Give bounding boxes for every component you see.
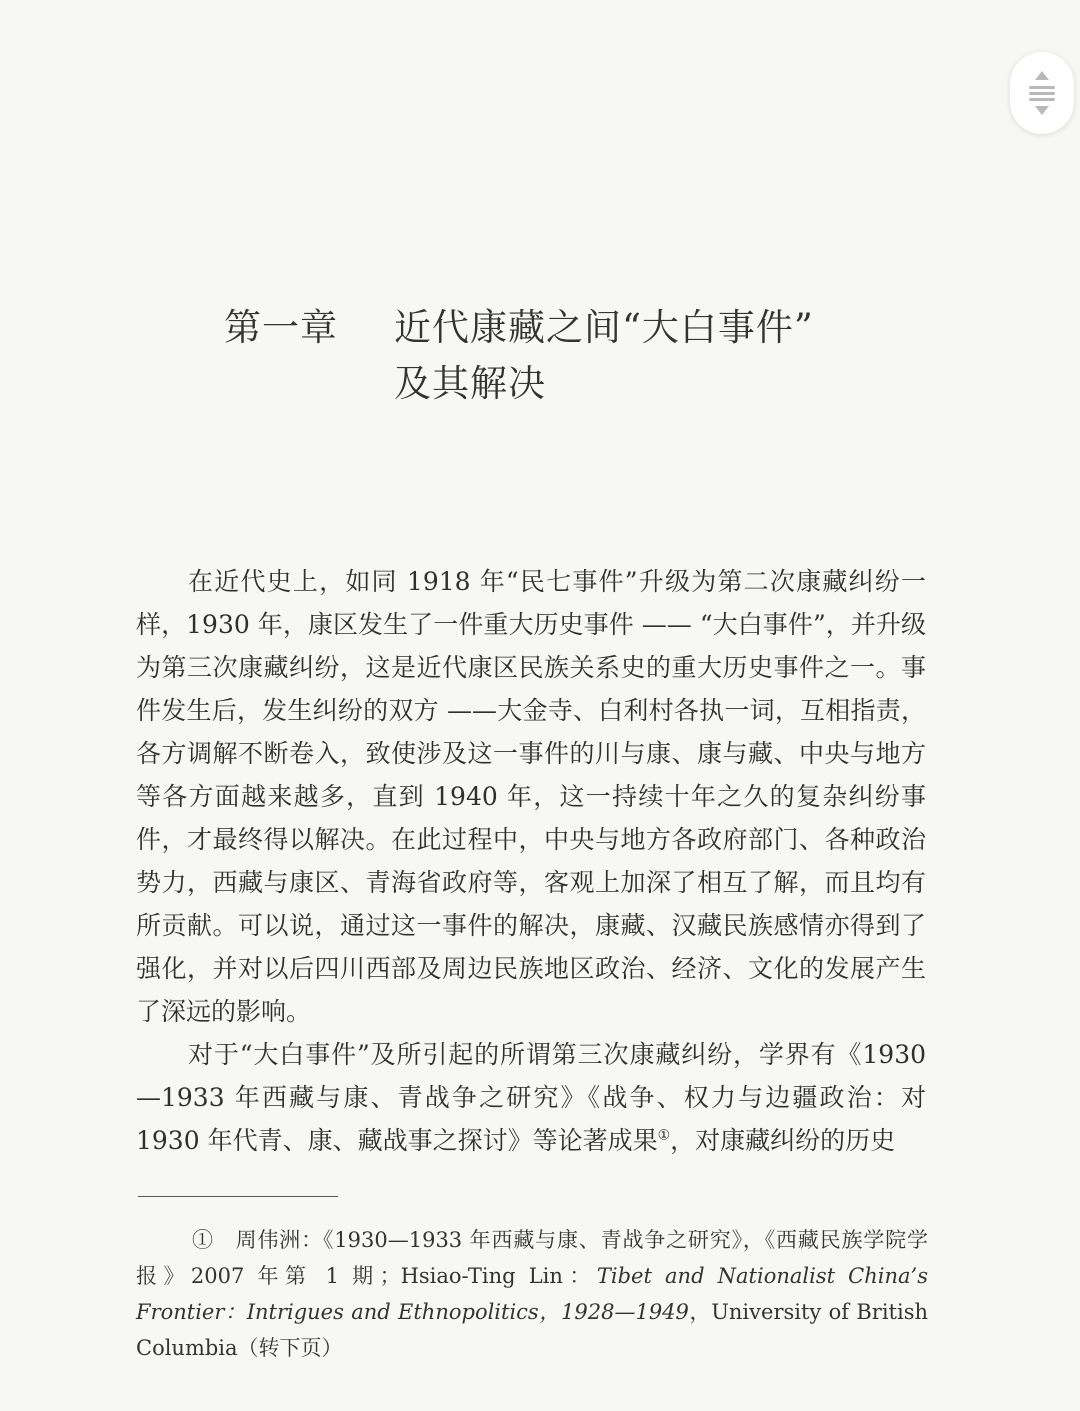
footnote-reference[interactable]: ① <box>657 1127 671 1144</box>
footnote <box>136 1222 928 1366</box>
paragraph-2-tail: ，对康藏纠纷的历史 <box>670 1126 896 1155</box>
paragraph-2-text: 对于“大白事件”及所引起的所谓第三次康藏纠纷，学界有《1930—1933 年西藏与康、青战争之研究》《战争、权力与边疆政治：对 1930 年代青、康、藏战事之探讨》等论著成果 <box>136 1040 926 1155</box>
footnote-divider <box>138 1196 338 1197</box>
footnote-text-2: ，University of British Columbia（转下页） <box>136 1300 928 1360</box>
footnote-italic-title: Tibet and Nationalist China’s Frontier：Intrigues and Ethnopolitics，1928—1949 <box>136 1264 928 1324</box>
chapter-title-line1: 近代康藏之间“大白事件” <box>394 306 814 349</box>
chapter-number: 第一章 <box>224 306 338 349</box>
footnote-text-1: 周伟洲：《1930—1933 年西藏与康、青战争之研究》，《西藏民族学院学报》2007 年第 1 期；Hsiao-Ting Lin： <box>136 1228 928 1288</box>
paragraph-2 <box>136 1033 926 1162</box>
paragraph-1: 在近代史上，如同 1918 年“民七事件”升级为第二次康藏纠纷一样，1930 年，康区发生了一件重大历史事件 —— “大白事件”，并升级为第三次康藏纠纷，这是近代康区民族关系史的重大历史事件之一。事件发生后，发生纠纷的双方 ——大金寺、白利村各执一词，互相指责，各方调解不断卷入，致使涉及这一事件的川与康、康与藏、中央与地方等各方面越来越多，直到 1940 年，这一持续十年之久的复杂纠纷事件，才最终得以解决。在此过程中，中央与地方各政府部门、各种政治势力，西藏与康区、青海省政府等，客观上加深了相互了解，而且均有所贡献。可以说，通过这一事件的解决，康藏、汉藏民族感情亦得到了强化，并对以后四川西部及周边民族地区政治、经济、文化的发展产生了深远的影响。 <box>136 567 926 1026</box>
chapter-title-line2: 及其解决 <box>394 362 546 405</box>
footnote-mark: ① <box>192 1228 214 1252</box>
chapter-title <box>224 300 924 412</box>
body-text <box>136 560 926 1162</box>
scroll-up-down-icon <box>1028 69 1056 117</box>
scroll-widget[interactable] <box>1010 52 1074 134</box>
